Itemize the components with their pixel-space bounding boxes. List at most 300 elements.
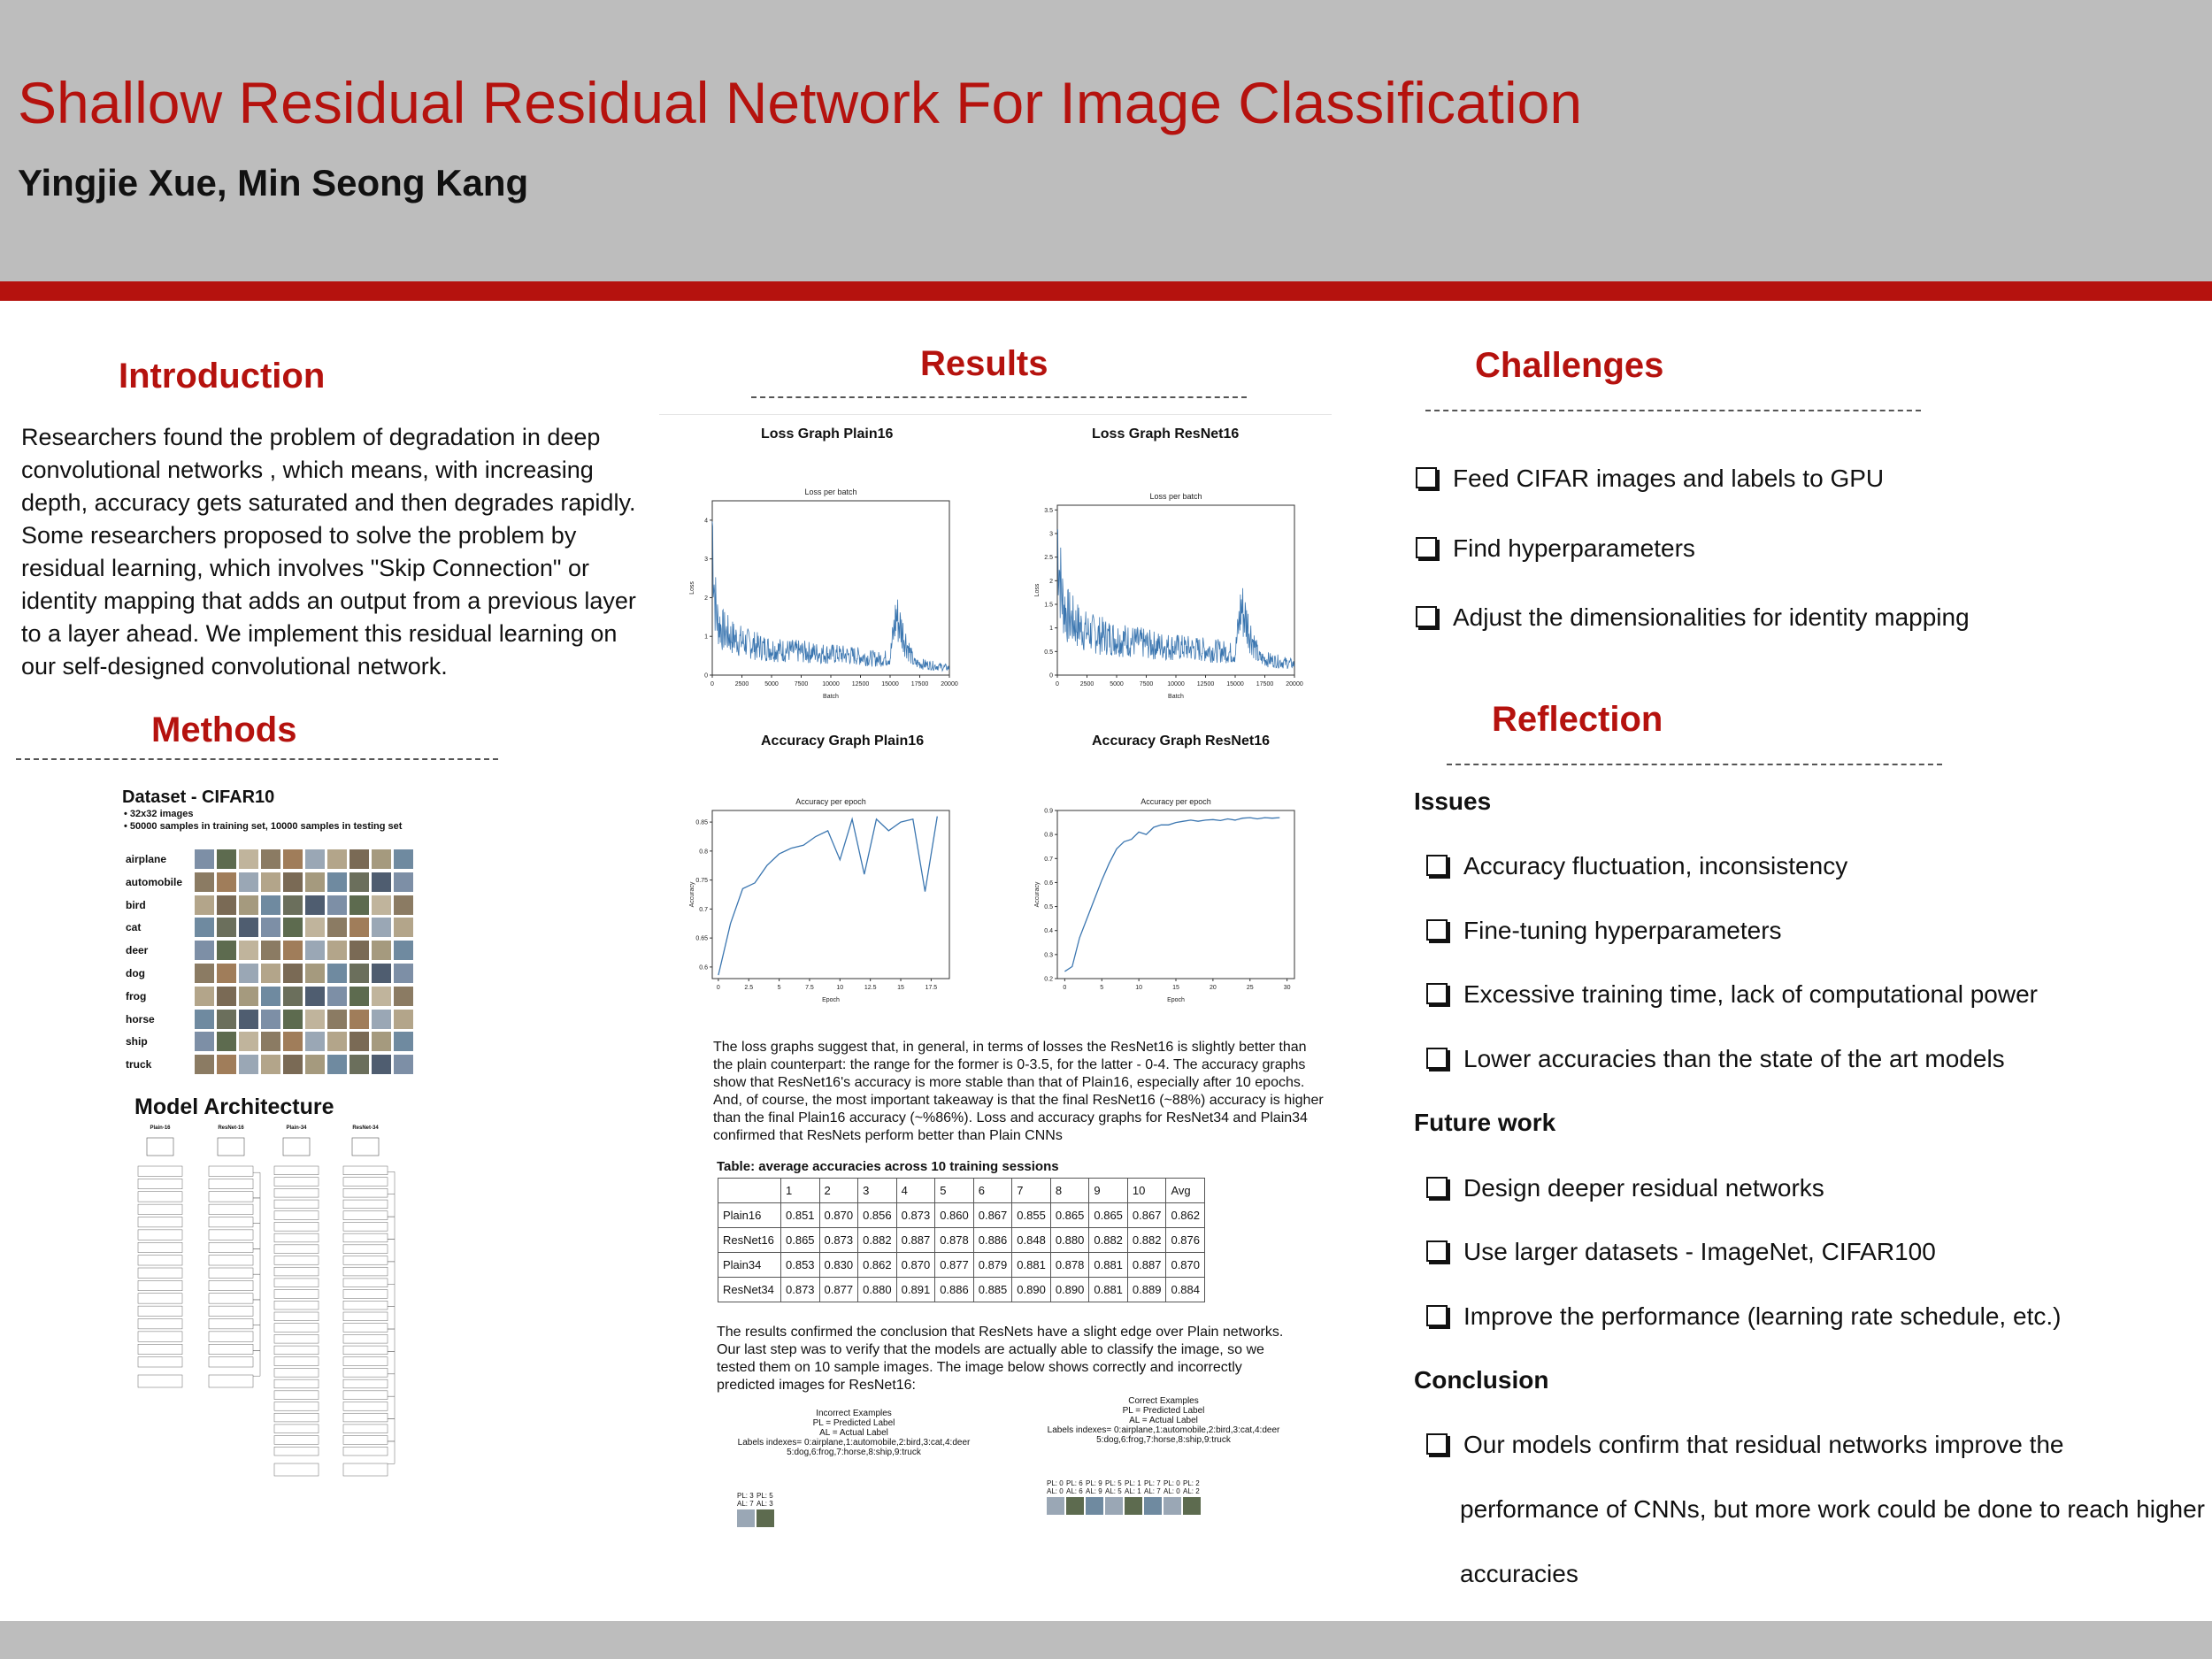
table-cell: 0.882	[1127, 1228, 1166, 1253]
layer-block	[343, 1267, 388, 1276]
poster-footer	[0, 1621, 2212, 1659]
layer-block	[343, 1222, 388, 1231]
example-image	[1164, 1497, 1181, 1515]
table-cell: 0.880	[1050, 1228, 1089, 1253]
layer-block	[343, 1178, 388, 1187]
cifar-sample-image	[305, 849, 325, 869]
layer-block	[209, 1344, 253, 1354]
dataset-bullet: • 50000 samples in training set, 10000 samples in testing set	[124, 821, 403, 832]
cifar-sample-image	[305, 872, 325, 892]
reflection-divider	[1447, 764, 1942, 765]
example-image	[1086, 1497, 1103, 1515]
acc-resnet16-title: Accuracy Graph ResNet16	[1092, 733, 1270, 749]
x-tick-label: 5000	[1110, 681, 1124, 687]
cifar-sample-image	[217, 1010, 236, 1029]
table-cell: 7	[1012, 1179, 1051, 1203]
table-cell: 6	[973, 1179, 1012, 1203]
challenge-item: Feed CIFAR images and labels to GPU	[1416, 465, 1884, 493]
cifar-sample-image	[217, 872, 236, 892]
example-label: AL: 0	[1164, 1487, 1180, 1495]
x-tick-label: 0	[710, 681, 714, 687]
future-work-item: Improve the performance (learning rate schedule, etc.)	[1426, 1302, 2061, 1331]
conclusion-line: performance of CNNs, but more work could be done to reach higher	[1460, 1495, 2205, 1523]
example-label: AL: 5	[1105, 1487, 1122, 1495]
cifar-sample-image	[327, 849, 347, 869]
table-cell: 0.880	[858, 1278, 897, 1302]
cifar-sample-image	[349, 1010, 369, 1029]
x-axis-label: Epoch	[1167, 997, 1185, 1003]
example-label: PL: 7	[1144, 1479, 1161, 1487]
example-label: AL: 7	[737, 1500, 754, 1508]
x-tick-label: 17.5	[925, 985, 938, 991]
cifar-sample-image	[195, 1055, 214, 1074]
cifar-sample-image	[261, 1032, 280, 1051]
cifar-sample-image	[217, 941, 236, 960]
example-item	[737, 1492, 757, 1527]
cifar-sample-image	[261, 918, 280, 937]
layer-block	[343, 1200, 388, 1209]
x-tick-label: 10000	[822, 681, 840, 687]
cifar-sample-image	[217, 1032, 236, 1051]
layer-block	[274, 1200, 319, 1209]
cifar-sample-image	[195, 941, 214, 960]
layer-block	[274, 1413, 319, 1422]
cifar-sample-image	[217, 895, 236, 915]
cifar-class-label: horse	[126, 1012, 155, 1025]
layer-block	[138, 1357, 182, 1367]
y-axis-label: Accuracy	[1034, 881, 1041, 908]
x-tick-label: 7500	[1139, 681, 1154, 687]
cifar-sample-image	[372, 1055, 391, 1074]
y-tick-label: 0.4	[1044, 928, 1053, 935]
y-tick-label: 0.2	[1044, 976, 1053, 983]
cifar-sample-image	[283, 987, 303, 1006]
table-cell: 0.848	[1012, 1228, 1051, 1253]
table-cell: 0.873	[819, 1228, 858, 1253]
layer-block	[274, 1166, 319, 1175]
cifar-sample-image	[283, 895, 303, 915]
y-tick-label: 0.9	[1044, 808, 1053, 815]
example-legend-line: AL = Actual Label	[1129, 1416, 1198, 1425]
layer-block	[274, 1245, 319, 1254]
y-tick-label: 2.5	[1044, 555, 1053, 562]
table-cell: Avg	[1166, 1179, 1205, 1203]
cifar-sample-image	[283, 1032, 303, 1051]
layer-block	[274, 1233, 319, 1242]
cifar-sample-image	[372, 1010, 391, 1029]
cifar-sample-image	[327, 1010, 347, 1029]
layer-block	[343, 1166, 388, 1175]
y-tick-label: 0.85	[695, 819, 708, 826]
example-image	[1047, 1497, 1064, 1515]
x-tick-label: 15	[1172, 985, 1179, 991]
skip-connection	[388, 1329, 395, 1351]
example-label: PL: 9	[1086, 1479, 1102, 1487]
x-tick-label: 12.5	[864, 985, 877, 991]
challenge-item: Find hyperparameters	[1416, 534, 1695, 563]
architecture-title: Model Architecture	[134, 1094, 334, 1119]
cifar-sample-image	[349, 872, 369, 892]
cifar-sample-image	[372, 987, 391, 1006]
skip-connection	[388, 1217, 395, 1239]
x-tick-label: 10	[836, 985, 844, 991]
skip-connection	[388, 1307, 395, 1329]
series-line	[1057, 529, 1294, 669]
layer-block	[209, 1217, 253, 1227]
y-tick-label: 0.65	[695, 935, 708, 942]
layer-block	[138, 1179, 182, 1188]
layer-block	[274, 1379, 319, 1388]
layer-block	[209, 1179, 253, 1188]
cifar-sample-image	[349, 895, 369, 915]
cifar-sample-image	[327, 872, 347, 892]
chart-plot-area	[1057, 810, 1294, 979]
checkbox-bullet-icon	[1426, 1240, 1448, 1262]
y-tick-label: 0.3	[1044, 952, 1053, 959]
cifar-sample-image	[372, 1032, 391, 1051]
introduction-title: Introduction	[119, 357, 326, 396]
cifar-sample-image	[195, 872, 214, 892]
y-tick-label: 0.5	[1044, 904, 1053, 911]
cifar-sample-image	[261, 872, 280, 892]
x-tick-label: 12500	[1196, 681, 1215, 687]
table-cell: Plain16	[718, 1203, 781, 1228]
layer-block	[343, 1245, 388, 1254]
layer-block	[343, 1290, 388, 1299]
architecture-column-label: ResNet-16	[218, 1125, 244, 1131]
layer-block	[343, 1357, 388, 1366]
x-tick-label: 5000	[764, 681, 779, 687]
issue-item: Fine-tuning hyperparameters	[1426, 917, 1782, 945]
skip-connection	[253, 1248, 260, 1274]
x-tick-label: 7500	[794, 681, 809, 687]
layer-block	[343, 1447, 388, 1455]
checkbox-bullet-icon	[1426, 1433, 1448, 1455]
layer-block	[138, 1217, 182, 1227]
loss-plain16-title: Loss Graph Plain16	[761, 426, 894, 442]
table-cell: 0.882	[858, 1228, 897, 1253]
example-legend-line: Correct Examples	[1128, 1396, 1199, 1406]
table-row	[718, 1228, 1205, 1253]
skip-connection	[388, 1374, 395, 1396]
x-tick-label: 10	[1135, 985, 1143, 991]
layer-block	[274, 1447, 319, 1455]
x-tick-label: 12500	[851, 681, 870, 687]
cifar-sample-image	[283, 918, 303, 937]
cifar-sample-image	[261, 964, 280, 983]
future-work-item: Design deeper residual networks	[1426, 1174, 1824, 1202]
cifar10-sample-grid	[126, 849, 426, 1079]
results-rule	[659, 414, 1332, 415]
architecture-column-label: Plain-34	[286, 1125, 307, 1131]
table-cell: 1	[781, 1179, 820, 1203]
cifar-class-label: dog	[126, 967, 145, 979]
example-item	[1066, 1479, 1086, 1515]
layer-block	[343, 1279, 388, 1287]
layer-block	[138, 1306, 182, 1316]
dense-block	[274, 1463, 319, 1476]
table-cell: 0.877	[935, 1253, 974, 1278]
x-axis-label: Batch	[823, 694, 839, 700]
example-label: AL: 2	[1183, 1487, 1200, 1495]
example-image	[1144, 1497, 1162, 1515]
table-cell: 0.865	[1050, 1203, 1089, 1228]
layer-block	[343, 1391, 388, 1400]
layer-block	[274, 1436, 319, 1445]
layer-block	[138, 1294, 182, 1303]
cifar-sample-image	[305, 964, 325, 983]
layer-block	[274, 1368, 319, 1377]
x-tick-label: 5	[777, 985, 781, 991]
y-tick-label: 4	[704, 518, 708, 525]
cifar-sample-image	[239, 895, 258, 915]
cifar-sample-image	[394, 964, 413, 983]
series-line	[718, 817, 937, 976]
layer-block	[209, 1294, 253, 1303]
layer-block	[209, 1306, 253, 1316]
cifar-sample-image	[327, 1055, 347, 1074]
table-cell: Plain34	[718, 1253, 781, 1278]
cifar-sample-image	[305, 941, 325, 960]
series-line	[1064, 818, 1279, 972]
series-line	[712, 521, 949, 671]
y-axis-label: Loss	[689, 581, 695, 595]
issue-item: Excessive training time, lack of computational power	[1426, 980, 2038, 1009]
layer-block	[209, 1230, 253, 1240]
input-block	[352, 1138, 379, 1156]
cifar-sample-image	[349, 849, 369, 869]
example-label: AL: 6	[1066, 1487, 1083, 1495]
layer-block	[138, 1230, 182, 1240]
cifar-sample-image	[372, 918, 391, 937]
cifar-sample-image	[394, 849, 413, 869]
table-cell: 0.878	[935, 1228, 974, 1253]
x-tick-label: 2.5	[744, 985, 754, 991]
layer-block	[138, 1280, 182, 1290]
cifar-sample-image	[195, 964, 214, 983]
table-cell: 0.867	[1127, 1203, 1166, 1228]
results-divider	[751, 396, 1247, 398]
layer-block	[343, 1188, 388, 1197]
cifar-class-label: cat	[126, 921, 142, 934]
x-axis-label: Epoch	[822, 997, 840, 1003]
example-image	[1105, 1497, 1123, 1515]
cifar-sample-image	[394, 1010, 413, 1029]
cifar-sample-image	[261, 1055, 280, 1074]
x-tick-label: 20000	[1286, 681, 1303, 687]
table-cell: 0.870	[1166, 1253, 1205, 1278]
cifar-sample-image	[217, 849, 236, 869]
layer-block	[274, 1256, 319, 1265]
layer-block	[274, 1425, 319, 1433]
input-block	[147, 1138, 173, 1156]
layer-block	[274, 1267, 319, 1276]
architecture-column-label: Plain-16	[150, 1125, 171, 1131]
checkbox-bullet-icon	[1416, 606, 1437, 627]
cifar-sample-image	[195, 1010, 214, 1029]
table-cell: ResNet16	[718, 1228, 781, 1253]
layer-block	[274, 1188, 319, 1197]
table-cell: 0.881	[1089, 1253, 1128, 1278]
future-work-item: Use larger datasets - ImageNet, CIFAR100	[1426, 1238, 1936, 1266]
results-paragraph-1: The loss graphs suggest that, in general, in terms of losses the ResNet16 is slightly better than the plain counterpart: the range for the former is 0-3.5, for the latter - 0-4. The accuracy graphs show that ResNet16's accuracy is more stable than that of Plain16, especially after 10 epochs. And, of course, the most important takeaway is that the final ResNet16 (~88%) accuracy is higher than the final Plain16 accuracy (~%86%). Loss and accuracy graphs for ResNet34 and Plain34 confirmed that ResNets perform better than Plain CNNs	[713, 1040, 1324, 1143]
layer-block	[343, 1402, 388, 1411]
chart-plot-area	[712, 810, 949, 979]
layer-block	[209, 1204, 253, 1214]
layer-block	[274, 1279, 319, 1287]
example-item	[757, 1492, 776, 1527]
table-cell: 10	[1127, 1179, 1166, 1203]
table-cell: 0.887	[896, 1228, 935, 1253]
x-tick-label: 25	[1246, 985, 1254, 991]
example-label: AL: 1	[1125, 1487, 1141, 1495]
cifar-sample-image	[349, 941, 369, 960]
table-cell: 0.881	[1012, 1253, 1051, 1278]
skip-connection	[388, 1262, 395, 1284]
skip-connection	[253, 1300, 260, 1325]
x-axis-label: Batch	[1168, 694, 1184, 700]
table-header-row	[718, 1179, 1205, 1203]
cifar-sample-image	[305, 1032, 325, 1051]
example-image	[737, 1509, 755, 1527]
cifar-sample-image	[195, 895, 214, 915]
conclusion-heading: Conclusion	[1414, 1366, 1549, 1394]
table-cell: 0.870	[819, 1203, 858, 1228]
table-cell: 0.873	[781, 1278, 820, 1302]
y-tick-label: 3	[704, 557, 708, 564]
conclusion-line: Our models confirm that residual networks improve the	[1426, 1431, 2064, 1459]
y-tick-label: 2	[1049, 578, 1053, 585]
table-cell	[718, 1179, 781, 1203]
example-label: PL: 3	[737, 1492, 754, 1500]
y-tick-label: 0.7	[699, 906, 708, 913]
table-cell: 0.886	[973, 1228, 1012, 1253]
chart-title: Accuracy per epoch	[795, 797, 866, 806]
cifar-sample-image	[349, 964, 369, 983]
cifar-sample-image	[305, 1010, 325, 1029]
cifar-sample-image	[327, 895, 347, 915]
x-tick-label: 17500	[1256, 681, 1274, 687]
checkbox-bullet-icon	[1416, 467, 1437, 488]
table-cell: 0.865	[781, 1228, 820, 1253]
chart-title: Loss per batch	[804, 488, 857, 496]
table-row	[718, 1278, 1205, 1302]
example-legend-line: PL = Predicted Label	[812, 1418, 895, 1428]
layer-block	[138, 1242, 182, 1252]
dataset-bullet: • 32x32 images	[124, 809, 194, 819]
cifar-sample-image	[327, 918, 347, 937]
layer-block	[138, 1256, 182, 1265]
cifar-sample-image	[394, 1032, 413, 1051]
y-tick-label: 1.5	[1044, 602, 1053, 609]
acc-resnet16-chart	[1031, 795, 1305, 1005]
cifar-sample-image	[283, 872, 303, 892]
reflection-title: Reflection	[1492, 700, 1663, 739]
cifar-sample-image	[394, 941, 413, 960]
correct-examples-legend	[1035, 1396, 1292, 1445]
challenges-divider	[1425, 410, 1921, 411]
results-title: Results	[920, 344, 1048, 383]
layer-block	[343, 1324, 388, 1333]
loss-resnet16-chart	[1031, 489, 1305, 702]
architecture-diagram	[131, 1122, 405, 1483]
example-image	[1183, 1497, 1201, 1515]
cifar-sample-image	[239, 1055, 258, 1074]
cifar-sample-image	[305, 918, 325, 937]
table-cell: 0.856	[858, 1203, 897, 1228]
cifar-sample-image	[349, 1032, 369, 1051]
cifar-sample-image	[349, 1055, 369, 1074]
cifar-sample-image	[349, 987, 369, 1006]
cifar-sample-image	[394, 987, 413, 1006]
example-legend-line: 5:dog,6:frog,7:horse,8:ship,9:truck	[787, 1448, 921, 1457]
cifar-sample-image	[394, 918, 413, 937]
example-item	[1047, 1479, 1066, 1515]
table-cell: 0.886	[935, 1278, 974, 1302]
example-legend-line: PL = Predicted Label	[1122, 1406, 1205, 1416]
example-legend-line: Labels indexes= 0:airplane,1:automobile,2:bird,3:cat,4:deer	[737, 1438, 971, 1448]
skip-connection	[253, 1274, 260, 1300]
cifar-sample-image	[239, 987, 258, 1006]
table-cell: 0.853	[781, 1253, 820, 1278]
checkbox-bullet-icon	[1426, 919, 1448, 941]
cifar-sample-image	[195, 918, 214, 937]
cifar-sample-image	[239, 1032, 258, 1051]
y-tick-label: 0.8	[699, 849, 708, 856]
x-tick-label: 0	[716, 985, 720, 991]
cifar-sample-image	[217, 964, 236, 983]
table-cell: 0.851	[781, 1203, 820, 1228]
table-cell: 0.876	[1166, 1228, 1205, 1253]
input-block	[283, 1138, 310, 1156]
table-cell: 0.882	[1089, 1228, 1128, 1253]
layer-block	[138, 1344, 182, 1354]
example-legend-line: AL = Actual Label	[819, 1428, 888, 1438]
header-divider	[0, 281, 2212, 301]
input-block	[218, 1138, 244, 1156]
layer-block	[209, 1268, 253, 1278]
table-cell: 0.870	[896, 1253, 935, 1278]
cifar-sample-image	[195, 987, 214, 1006]
example-label: PL: 1	[1125, 1479, 1141, 1487]
cifar-class-label: ship	[126, 1035, 148, 1048]
cifar-sample-image	[305, 895, 325, 915]
conclusion-line: accuracies	[1460, 1560, 1578, 1587]
table-cell: 0.884	[1166, 1278, 1205, 1302]
layer-block	[209, 1280, 253, 1290]
layer-block	[343, 1436, 388, 1445]
layer-block	[209, 1166, 253, 1176]
table-cell: 0.881	[1089, 1278, 1128, 1302]
chart-title: Loss per batch	[1149, 492, 1202, 501]
table-caption: Table: average accuracies across 10 training sessions	[717, 1159, 1059, 1174]
example-item	[1144, 1479, 1164, 1515]
table-cell: 0.867	[973, 1203, 1012, 1228]
x-tick-label: 30	[1283, 985, 1291, 991]
cifar-sample-image	[305, 987, 325, 1006]
x-tick-label: 20	[1209, 985, 1217, 991]
skip-connection	[253, 1350, 260, 1376]
checkbox-bullet-icon	[1416, 537, 1437, 558]
cifar-sample-image	[217, 1055, 236, 1074]
poster-authors: Yingjie Xue, Min Seong Kang	[18, 162, 529, 204]
skip-connection	[388, 1240, 395, 1262]
table-cell: 0.830	[819, 1253, 858, 1278]
x-tick-label: 17500	[910, 681, 929, 687]
layer-block	[274, 1334, 319, 1343]
skip-connection	[388, 1194, 395, 1217]
cifar-sample-image	[195, 1032, 214, 1051]
